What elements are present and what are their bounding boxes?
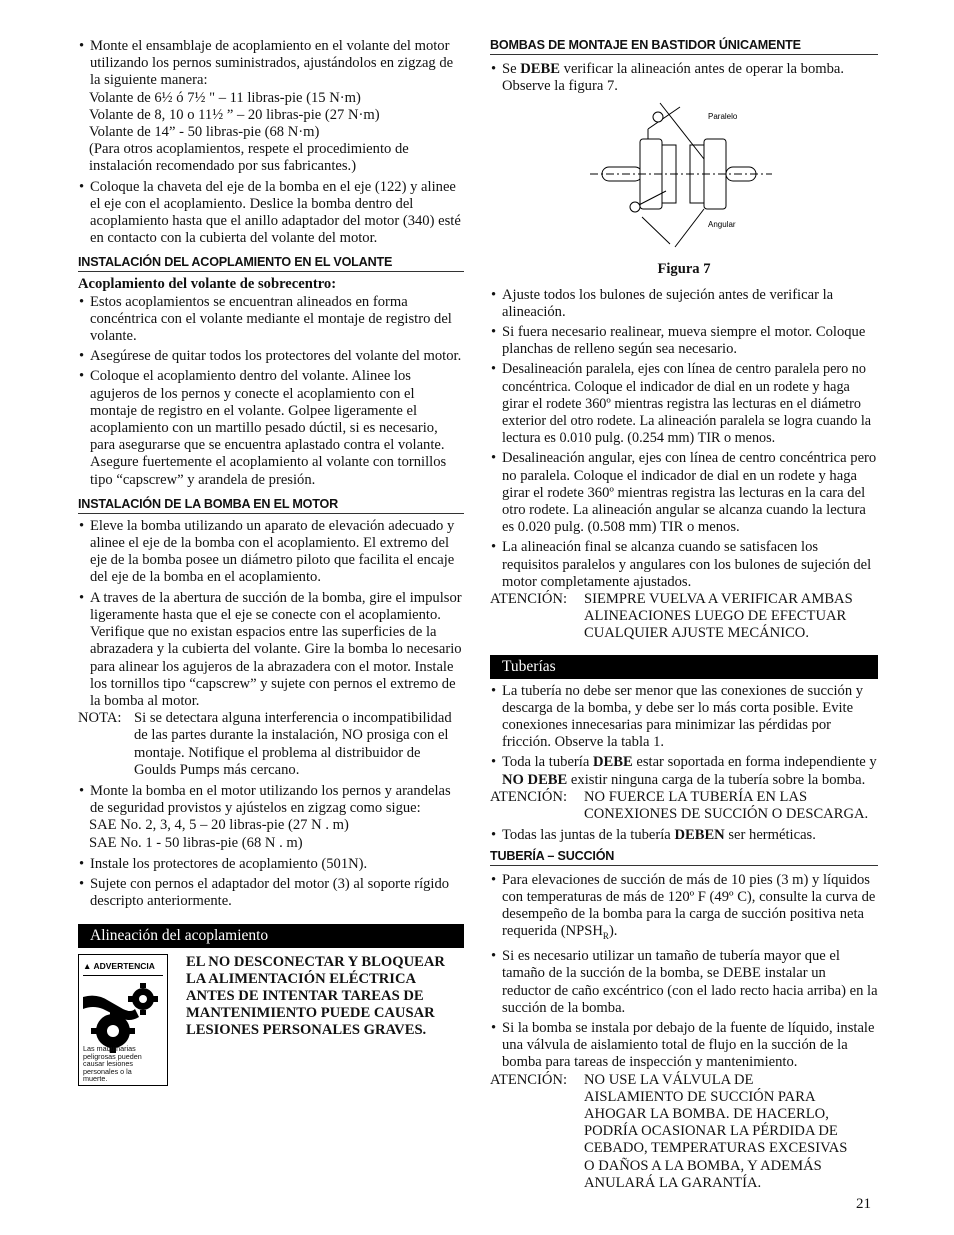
bullet-angular-misalignment: • Desalineación angular, ejes con línea de centro concéntrica pero no paralela. Coloque el indicador de dial en un rodete y haga girar el rodete 360º mientras registra las lecturas en la cara del otro rodete. La alineación angular se alcanza cuando la lectura es 0.020 pulg. (0.508 mm) TIR o menos. — [490, 450, 878, 536]
bullet-concentric: • Estos acoplamientos se encuentran alineados en forma concéntrica con el volante mediante el montaje de registro del volante. — [78, 294, 464, 346]
bullet-suction-lift: • Para elevaciones de succión de más de 10 pies (3 m) y líquidos con temperaturas de más de 120º F (49º C), consulte la curva de desempeño de la bomba para la carga de succión positiva neta requerida $(NPSH_R)$. — [490, 872, 878, 946]
bullet-final-alignment: • La alineación final se alcanza cuando se satisfacen los requisitos paralelos y angulares con los bulones de sujeción del motor completamente ajustados. — [490, 539, 878, 591]
nota-block — [78, 710, 464, 779]
flywheel-torque-list — [78, 90, 464, 176]
torque-line: Volante de 14” - 50 libras-pie (68 N·m) — [89, 124, 320, 141]
attention-text: SIEMPRE VUELVA A VERIFICAR AMBAS ALINEACIONES LUEGO DE EFECTUAR CUALQUIER AJUSTE MECÁNICO. — [584, 591, 853, 642]
bullet-parallel-misalignment: • Desalineación paralela, ejes con línea de centro paralela pero no concéntrica. Coloque el indicador de dial en un rodete y haga girar el rodete 360º mientras registra las lecturas en el diámetro exterior del otro rodete. La alineación paralela se logra cuando la lectura es 0.010 pulg. (0.254 mm) TIR o menos. — [490, 361, 878, 447]
section-bar-piping: Tuberías — [490, 655, 878, 679]
bullet-lift-pump: • Eleve la bomba utilizando un aparato de elevación adecuado y alinee el eje de la bomba con el acoplamiento. El extremo del eje de la bomba posee un diámetro piloto que facilita el encaje del eje de la bomba en el acoplamiento. — [78, 518, 464, 587]
bullet-pump-key: • Coloque la chaveta del eje de la bomba en el eje (122) y alinee el eje con el acoplamiento. Deslice la bomba dentro del acoplamiento hasta que el anillo adaptador del motor (340) esté en contacto con la cubierta del volante del motor. — [78, 179, 464, 248]
bullet-mount-coupling: • Monte el ensamblaje de acoplamiento en el volante del motor utilizando los pernos suministrados, ajustándolos en zigzag de la siguiente manera: — [78, 38, 464, 90]
alignment-diagram — [490, 99, 878, 259]
bullet-larger-pipe: • Si es necesario utilizar un tamaño de tubería mayor que el tamaño de la succión de la bomba, se DEBE instalar un reductor de caño excéntrico (con el lado recto hacia arriba) en la succión de la bomba. — [490, 948, 878, 1017]
bullet-remove-guards: • Asegúrese de quitar todos los protectores del volante del motor. — [78, 348, 464, 365]
bullet-adjust-bolts: • Ajuste todos los bulones de sujeción antes de verificar la alineación. — [490, 287, 878, 321]
figure-label-angular: Angular — [708, 220, 736, 230]
bullet-pipe-size: • La tubería no debe ser menor que las conexiones de succión y descarga de la bomba, y debe ser lo más corta posible. Evite conexiones innecesarias para minimizar las pérdidas por fricción. Observe la tabla 1. — [490, 683, 878, 752]
torque-line: SAE No. 2, 3, 4, 5 – 20 libras-pie (27 N . m) — [89, 817, 349, 834]
attention-block — [490, 1072, 878, 1192]
section-heading-flywheel-coupling: INSTALACIÓN DEL ACOPLAMIENTO EN EL VOLANTE — [78, 255, 464, 272]
nota-text: Si se detectara alguna interferencia o incompatibilidad de las partes durante la instalación, NO prosiga con el montaje. Notifique el problema al distribuidor de Goulds Pumps más cercano. — [134, 710, 452, 778]
torque-line: Volante de 8, 10 o 11½ ” – 20 libras-pie (27 N·m) — [89, 106, 380, 123]
warning-triangle-icon: ▲ — [83, 961, 92, 972]
figure-caption: Figura 7 — [657, 261, 711, 278]
bullet-move-motor: • Si fuera necesario realinear, mueva siempre el motor. Coloque planchas de relleno según sea necesario. — [490, 324, 878, 358]
torque-line: Volante de 6½ ó 7½ " – 11 libras-pie (15 N·m) — [89, 89, 361, 106]
section-heading-suction: TUBERÍA – SUCCIÓN — [490, 849, 878, 866]
attention-label: ATENCIÓN: — [490, 1071, 568, 1088]
warning-header-text: ADVERTENCIA — [93, 961, 155, 972]
warning-label — [78, 954, 168, 1086]
nota-label: NOTA: — [78, 710, 122, 727]
bullet-mount-pump-motor: • Monte la bomba en el motor utilizando los pernos y arandelas de seguridad provistos y ajústelos en zigzag como sigue: — [78, 783, 464, 817]
right-column — [490, 38, 878, 1192]
page-number: 21 — [856, 1196, 871, 1212]
warning-caption: Las maquinarias peligrosas pueden causar lesiones personales o la muerte. — [83, 1044, 142, 1083]
warning-header — [83, 961, 163, 976]
bullet-place-coupling: • Coloque el acoplamiento dentro del volante. Alinee los agujeros de los pernos y conecte el acoplamiento con el montaje de registro en el volante. Golpee ligeramente el acoplamiento con un martillo pesado dúctil, si es necesario, para asegurarse que se encuentra aplastado contra el volante. Asegure fuertemente el acoplamiento al volante con tornillos tipo “capscrew” y arandela de presión. — [78, 368, 464, 488]
bullet-verify-alignment: • Se DEBE verificar la alineación antes de operar la bomba. Observe la figura 7. — [490, 61, 878, 95]
bullet-rotate-impeller: • A traves de la abertura de succión de la bomba, gire el impulsor ligeramente hasta que el eje se conecte con el acoplamiento. Verifique que no existan espacios entre las superficies de la abrazadera y la cubierta del volante. Gire la bomba lo necesario para alinear los agujeros de la abrazadera con el motor. Instale los tornillos tipo “capscrew” y sujete con pernos el extremo de la bomba al motor. — [78, 590, 464, 710]
subheading-overcenter: Acoplamiento del volante de sobrecentro: — [78, 276, 337, 293]
bullet-install-guards: • Instale los protectores de acoplamiento (501N). — [78, 856, 464, 873]
bullet-joints: • Todas las juntas de la tubería DEBEN ser herméticas. — [490, 827, 878, 844]
warning-block — [78, 954, 464, 1086]
attention-label: ATENCIÓN: — [490, 591, 568, 608]
attention-block — [490, 789, 878, 823]
warning-text: EL NO DESCONECTAR Y BLOQUEAR LA ALIMENTACIÓN ELÉCTRICA ANTES DE INTENTAR TAREAS DE MANTENIMIENTO PUEDE CAUSAR LESIONES PERSONALES GRAVES. — [186, 954, 445, 1039]
left-column — [78, 38, 464, 1086]
section-bar-alignment: Alineación del acoplamiento — [78, 924, 464, 948]
attention-block — [490, 591, 878, 643]
figure-label-parallel: Paralelo — [708, 112, 738, 122]
bullet-bolt-adapter: • Sujete con pernos el adaptador del motor (3) al soporte rígido descripto anteriormente. — [78, 876, 464, 910]
attention-text: NO USE LA VÁLVULA DE AISLAMIENTO DE SUCCIÓN PARA AHOGAR LA BOMBA. DE HACERLO, PODRÍA OCASIONAR LA PÉRDIDA DE CEBADO, TEMPERATURAS EXCESIVAS O DAÑOS A LA BOMBA, Y ADEMÁS ANULARÁ LA GARANTÍA. — [584, 1071, 848, 1191]
torque-note: (Para otros acoplamientos, respete el procedimiento de instalación recomendado por sus fabricantes.) — [89, 141, 409, 175]
section-heading-pump-install: INSTALACIÓN DE LA BOMBA EN EL MOTOR — [78, 497, 464, 514]
figure-7 — [490, 99, 878, 259]
sae-torque-list — [78, 817, 464, 851]
bullet-isolation-valve: • Si la bomba se instala por debajo de la fuente de líquido, instale una válvula de aislamiento total de flujo en la succión de la bomba para tareas de inspección y mantenimiento. — [490, 1020, 878, 1072]
torque-line: SAE No. 1 - 50 libras-pie (68 N . m) — [89, 834, 303, 851]
section-heading-frame-mounted: BOMBAS DE MONTAJE EN BASTIDOR ÚNICAMENTE — [490, 38, 878, 55]
attention-text: NO FUERCE LA TUBERÍA EN LAS CONEXIONES DE SUCCIÓN O DESCARGA. — [584, 788, 869, 823]
bullet-pipe-support: • Toda la tubería DEBE estar soportada en forma independiente y NO DEBE existir ninguna carga de la tubería sobre la bomba. — [490, 754, 878, 788]
attention-label: ATENCIÓN: — [490, 788, 568, 805]
